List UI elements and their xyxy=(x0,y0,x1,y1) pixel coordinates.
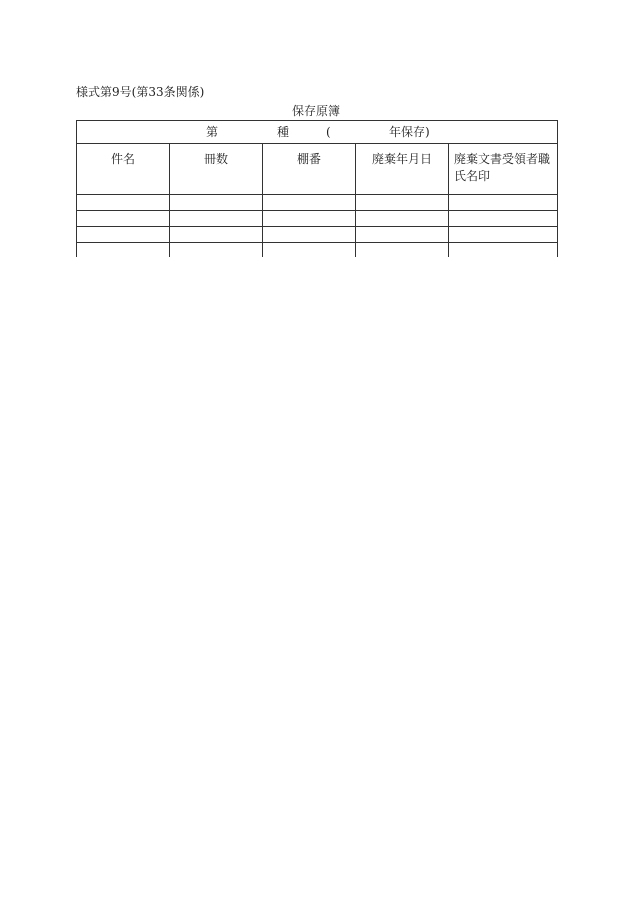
retention-type-row xyxy=(77,121,558,144)
table-row xyxy=(77,211,558,227)
table-cell[interactable] xyxy=(449,195,558,211)
table-cell[interactable] xyxy=(356,227,449,243)
type-nen-hozon-label: 年保存) xyxy=(389,125,430,139)
table-cell[interactable] xyxy=(449,211,558,227)
table-cell[interactable] xyxy=(263,243,356,258)
table-cell[interactable] xyxy=(263,211,356,227)
table-cell[interactable] xyxy=(263,227,356,243)
type-paren-open: ( xyxy=(326,125,331,139)
table-cell[interactable] xyxy=(356,195,449,211)
table-cell[interactable] xyxy=(170,211,263,227)
type-shu-label: 種 xyxy=(277,125,290,139)
header-recipient-seal: 廃棄文書受領者職氏名印 xyxy=(449,144,558,195)
table-cell[interactable] xyxy=(77,195,170,211)
header-disposal-date: 廃棄年月日 xyxy=(356,144,449,195)
table-row xyxy=(77,227,558,243)
table-row xyxy=(77,195,558,211)
table-cell[interactable] xyxy=(77,243,170,258)
table-cell[interactable] xyxy=(170,195,263,211)
ledger-table xyxy=(76,120,558,257)
retention-type-cell xyxy=(77,121,558,144)
header-volume-count: 冊数 xyxy=(170,144,263,195)
table-cell[interactable] xyxy=(77,211,170,227)
table-cell[interactable] xyxy=(356,211,449,227)
table-cell[interactable] xyxy=(449,243,558,258)
table-cell[interactable] xyxy=(263,195,356,211)
table-cell[interactable] xyxy=(170,227,263,243)
header-row xyxy=(77,144,558,195)
form-number-label: 様式第9号(第33条関係) xyxy=(76,85,205,99)
type-dai-label: 第 xyxy=(206,125,219,139)
table-cell[interactable] xyxy=(356,243,449,258)
table-row xyxy=(77,243,558,258)
table-cell[interactable] xyxy=(449,227,558,243)
table-cell[interactable] xyxy=(77,227,170,243)
header-shelf-number: 棚番 xyxy=(263,144,356,195)
document-title: 保存原簿 xyxy=(291,104,340,118)
header-subject: 件名 xyxy=(77,144,170,195)
table-cell[interactable] xyxy=(170,243,263,258)
